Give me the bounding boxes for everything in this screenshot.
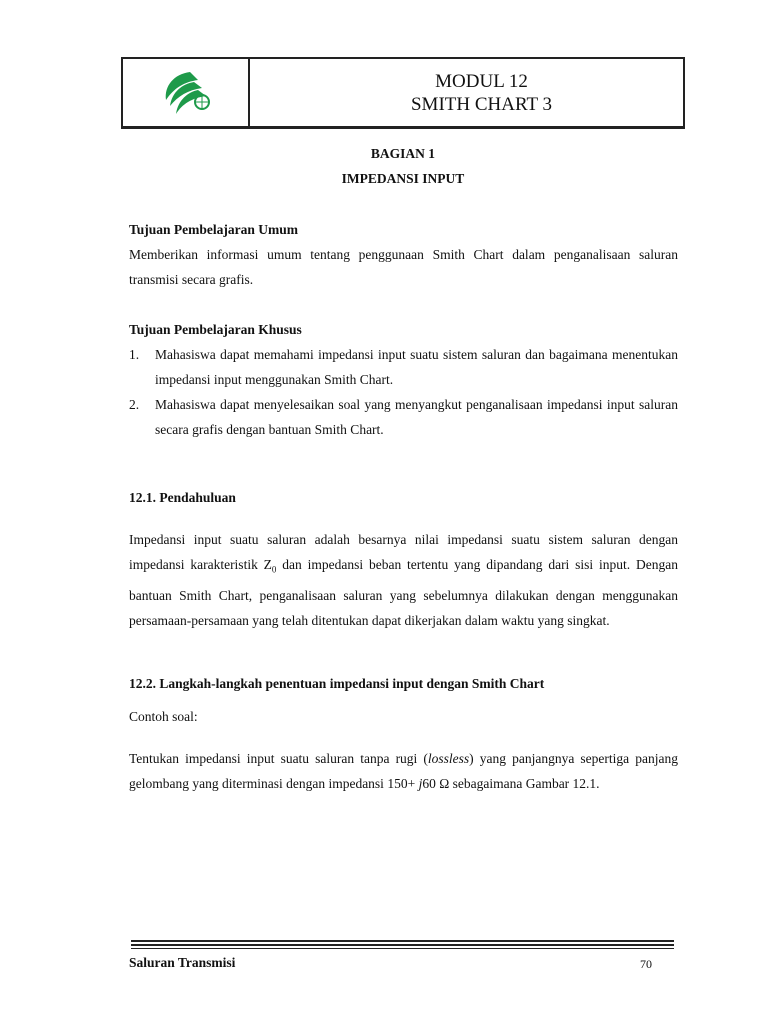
section-1-heading: 12.1. Pendahuluan: [129, 490, 236, 505]
section-1-paragraph: Impedansi input suatu saluran adalah besarnya nilai impedansi suatu sistem saluran dengan impedansi karakteristik $Z_0$ dan impedansi beban tertentu yang dipandang dari sisi input. Dengan bantuan Smith Chart, penganalisaan saluran yang sebelumnya dilakukan dengan menggunakan persamaan-persamaan yang telah ditentukan dapat dikerjakan dalam waktu yang singkat.: [129, 532, 678, 628]
general-objective: [129, 217, 678, 292]
list-text: Mahasiswa dapat memahami impedansi input suatu sistem saluran dan bagaimana menentukan impedansi input menggunakan Smith Chart.: [155, 347, 678, 387]
general-objective-heading: Tujuan Pembelajaran Umum: [129, 222, 299, 237]
list-number: 2.: [129, 397, 140, 412]
part-label: BAGIAN 1: [370, 146, 436, 161]
footer-course-title: Saluran Transmisi: [129, 955, 236, 970]
subscript-zero: 0: [271, 564, 277, 575]
example-label: Contoh soal:: [129, 709, 198, 724]
module-header: [121, 57, 685, 129]
module-number: MODUL 12: [435, 70, 528, 92]
part-title: IMPEDANSI INPUT: [341, 171, 465, 186]
page-number: 70: [640, 957, 652, 971]
list-item: [129, 392, 678, 442]
footer-rule: [131, 940, 674, 949]
logo-cell: [123, 59, 250, 126]
module-title: [250, 59, 683, 126]
specific-objective: [129, 317, 678, 442]
section-2-heading: 12.2. Langkah-langkah penentuan impedansi input dengan Smith Chart: [129, 676, 545, 691]
university-logo-icon: [160, 68, 212, 118]
list-text: Mahasiswa dapat menyelesaikan soal yang menyangkut penganalisaan impedansi input saluran secara grafis dengan bantuan Smith Chart.: [155, 397, 678, 437]
general-objective-text: Memberikan informasi umum tentang penggunaan Smith Chart dalam penganalisaan saluran transmisi secara grafis.: [129, 247, 678, 287]
list-item: [129, 342, 678, 392]
specific-objective-heading: Tujuan Pembelajaran Khusus: [129, 322, 302, 337]
imaginary-unit: j: [418, 776, 423, 791]
list-number: 1.: [129, 347, 140, 362]
example-paragraph: Tentukan impedansi input suatu saluran tanpa rugi (lossless) yang panjangnya sepertiga panjang gelombang yang diterminasi dengan impedansi 150+ j60 Ω sebagaimana Gambar 12.1.: [129, 751, 678, 791]
lossless-italic: lossless: [427, 751, 470, 766]
module-subject: SMITH CHART 3: [410, 93, 553, 115]
